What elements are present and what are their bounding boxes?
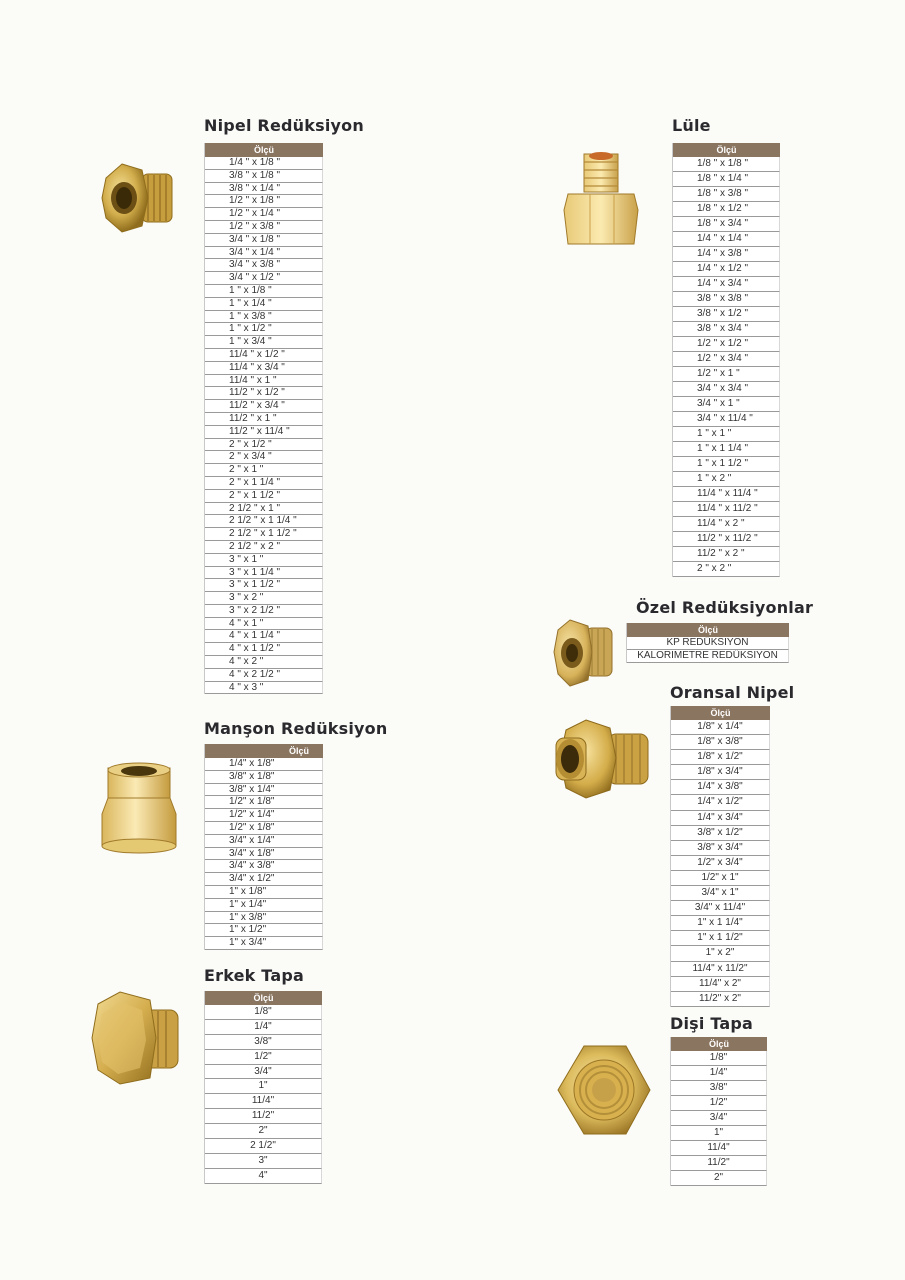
table-row: 3/8" xyxy=(205,1035,322,1050)
erkek-tapa-fitting-image xyxy=(90,990,186,1086)
table-row: 11/2 " x 1 " xyxy=(205,413,323,426)
table-row: 3/4" x 1" xyxy=(671,886,770,901)
table-row: 1/4" x 1/8" xyxy=(205,758,323,771)
manson-reduksiyon-title: Manşon Redüksiyon xyxy=(204,719,388,738)
table-row: 1" x 3/8" xyxy=(205,912,323,925)
table-header: Ölçü xyxy=(671,706,770,720)
table-row: 1/4 " x 3/8 " xyxy=(673,247,780,262)
table-row: 1/8 " x 1/4 " xyxy=(673,172,780,187)
table-row: 1/2" x 3/4" xyxy=(671,856,770,871)
table-row: 11/4 " x 1 " xyxy=(205,375,323,388)
table-row: 1/2 " x 1/4 " xyxy=(205,208,323,221)
table-header: Ölçü xyxy=(671,1037,767,1051)
table-row: 3/8" x 1/2" xyxy=(671,826,770,841)
table-row: 1/8" xyxy=(205,1005,322,1020)
table-row: 3/8" x 1/8" xyxy=(205,771,323,784)
table-row: 11/2" x 2" xyxy=(671,992,770,1007)
table-row: 4" xyxy=(205,1169,322,1184)
table-row: 1/2" xyxy=(205,1050,322,1065)
table-row: 3/4 " x 1/4 " xyxy=(205,247,323,260)
disi-tapa-title: Dişi Tapa xyxy=(670,1014,754,1033)
table-row: 1/2" x 1/4" xyxy=(205,809,323,822)
table-row: 3/8" xyxy=(671,1081,767,1096)
table-row: 1/8 " x 1/8 " xyxy=(673,157,780,172)
table-row: 1/4 " x 1/4 " xyxy=(673,232,780,247)
lule-fitting-image xyxy=(560,150,640,250)
table-row: 3/4" x 1/8" xyxy=(205,848,323,861)
table-row: 1/4" xyxy=(671,1066,767,1081)
table-row: 3/4" x 3/8" xyxy=(205,860,323,873)
table-row: 1 " x 3/4 " xyxy=(205,336,323,349)
table-row: 2 " x 2 " xyxy=(673,562,780,577)
table-header: Ölçü xyxy=(205,991,322,1005)
table-row: 2 " x 1 1/4 " xyxy=(205,477,323,490)
table-row: 11/2" xyxy=(671,1156,767,1171)
table-row: 3/8" x 3/4" xyxy=(671,841,770,856)
table-row: 3 " x 1 1/2 " xyxy=(205,579,323,592)
table-row: 1 " x 1 1/4 " xyxy=(673,442,780,457)
table-row: 3/4" xyxy=(205,1065,322,1080)
oransal-nipel-title: Oransal Nipel xyxy=(670,683,795,702)
table-row: 1/2 " x 1/2 " xyxy=(673,337,780,352)
table-row: 11/4" x 2" xyxy=(671,977,770,992)
oransal-nipel-table xyxy=(670,706,770,1007)
table-row: KALORİMETRE REDÜKSİYON xyxy=(627,650,789,663)
table-row: 1/8 " x 1/2 " xyxy=(673,202,780,217)
table-row: 11/2 " x 11/2 " xyxy=(673,532,780,547)
table-row: 2 " x 1/2 " xyxy=(205,439,323,452)
table-row: 1/8 " x 3/4 " xyxy=(673,217,780,232)
table-row: 11/4" x 11/2" xyxy=(671,962,770,977)
table-row: 1/4 " x 3/4 " xyxy=(673,277,780,292)
table-row: 2 1/2 " x 1 1/4 " xyxy=(205,515,323,528)
erkek-tapa-table xyxy=(204,991,322,1184)
table-row: 3 " x 2 1/2 " xyxy=(205,605,323,618)
table-row: 3/4 " x 1 " xyxy=(673,397,780,412)
table-row: 11/4 " x 11/2 " xyxy=(673,502,780,517)
table-row: 1/4" xyxy=(205,1020,322,1035)
table-row: 1 " x 1 1/2 " xyxy=(673,457,780,472)
table-row: 1/4 " x 1/8 " xyxy=(205,157,323,170)
table-row: 3/8" x 1/4" xyxy=(205,784,323,797)
table-row: 1/2" xyxy=(671,1096,767,1111)
table-row: 1" x 3/4" xyxy=(205,937,323,950)
table-row: 1 " x 1/2 " xyxy=(205,323,323,336)
table-row: 1 " x 1 " xyxy=(673,427,780,442)
table-row: 2" xyxy=(671,1171,767,1186)
table-row: 2 1/2 " x 2 " xyxy=(205,541,323,554)
table-row: 2 1/2 " x 1 1/2 " xyxy=(205,528,323,541)
table-header: Ölçü xyxy=(673,143,780,157)
table-row: 1 " x 3/8 " xyxy=(205,311,323,324)
table-row: 1" x 1 1/2" xyxy=(671,931,770,946)
table-row: 2 " x 1 1/2 " xyxy=(205,490,323,503)
manson-reduksiyon-fitting-image xyxy=(98,762,180,854)
table-row: 1" x 1 1/4" xyxy=(671,916,770,931)
table-row: 11/4" xyxy=(671,1141,767,1156)
table-row: 11/4" xyxy=(205,1094,322,1109)
table-row: 1" xyxy=(671,1126,767,1141)
table-row: 3/4" x 11/4" xyxy=(671,901,770,916)
table-row: 1" x 1/2" xyxy=(205,924,323,937)
table-row: 3/4 " x 3/4 " xyxy=(673,382,780,397)
table-row: 1" x 1/4" xyxy=(205,899,323,912)
table-row: 2 " x 1 " xyxy=(205,464,323,477)
table-row: 1/4 " x 1/2 " xyxy=(673,262,780,277)
table-row: 1/2 " x 3/4 " xyxy=(673,352,780,367)
table-row: 4 " x 2 1/2 " xyxy=(205,669,323,682)
table-row: 3/4" xyxy=(671,1111,767,1126)
table-header: Ölçü xyxy=(205,744,323,758)
nipel-reduksiyon-fitting-image xyxy=(98,160,178,240)
table-row: 1/2" x 1/8" xyxy=(205,822,323,835)
manson-reduksiyon-table xyxy=(204,744,323,950)
table-row: KP REDÜKSİYON xyxy=(627,637,789,650)
table-row: 3/4 " x 11/4 " xyxy=(673,412,780,427)
lule-table xyxy=(672,143,780,577)
table-row: 1/2" x 1/8" xyxy=(205,796,323,809)
table-row: 3/4" x 1/4" xyxy=(205,835,323,848)
table-row: 11/4 " x 11/4 " xyxy=(673,487,780,502)
table-row: 1 " x 2 " xyxy=(673,472,780,487)
table-row: 1/8" x 1/2" xyxy=(671,750,770,765)
table-row: 11/2 " x 1/2 " xyxy=(205,387,323,400)
table-row: 1/8 " x 3/8 " xyxy=(673,187,780,202)
table-row: 2 " x 3/4 " xyxy=(205,451,323,464)
table-row: 4 " x 2 " xyxy=(205,656,323,669)
table-row: 1 " x 1/8 " xyxy=(205,285,323,298)
table-row: 1 " x 1/4 " xyxy=(205,298,323,311)
table-header: Ölçü xyxy=(205,143,323,157)
table-row: 1/8" x 3/4" xyxy=(671,765,770,780)
table-row: 1" x 1/8" xyxy=(205,886,323,899)
table-row: 3/4 " x 3/8 " xyxy=(205,259,323,272)
table-row: 1" x 2" xyxy=(671,946,770,961)
table-row: 3/8 " x 1/2 " xyxy=(673,307,780,322)
table-row: 3/8 " x 3/4 " xyxy=(673,322,780,337)
table-row: 4 " x 1 1/4 " xyxy=(205,630,323,643)
ozel-reduksiyonlar-title: Özel Redüksiyonlar xyxy=(636,598,814,617)
ozel-reduksiyonlar-table xyxy=(626,623,789,663)
table-row: 1/4" x 1/2" xyxy=(671,795,770,810)
lule-title: Lüle xyxy=(672,116,711,135)
table-row: 1/4" x 3/8" xyxy=(671,780,770,795)
table-row: 11/2 " x 2 " xyxy=(673,547,780,562)
table-row: 2 1/2" xyxy=(205,1139,322,1154)
ozel-reduksiyon-fitting-image xyxy=(552,618,616,690)
table-row: 1/2" x 1" xyxy=(671,871,770,886)
table-row: 1/4" x 3/4" xyxy=(671,811,770,826)
table-row: 1/2 " x 3/8 " xyxy=(205,221,323,234)
table-row: 4 " x 1 1/2 " xyxy=(205,643,323,656)
table-row: 3 " x 1 " xyxy=(205,554,323,567)
table-row: 3 " x 2 " xyxy=(205,592,323,605)
table-row: 1/2 " x 1 " xyxy=(673,367,780,382)
table-row: 1/8" xyxy=(671,1051,767,1066)
nipel-reduksiyon-title: Nipel Redüksiyon xyxy=(204,116,364,135)
table-row: 1/8" x 1/4" xyxy=(671,720,770,735)
table-row: 2" xyxy=(205,1124,322,1139)
table-header: Ölçü xyxy=(627,623,789,637)
table-row: 1/2 " x 1/8 " xyxy=(205,195,323,208)
erkek-tapa-title: Erkek Tapa xyxy=(204,966,304,985)
table-row: 11/4 " x 1/2 " xyxy=(205,349,323,362)
table-row: 3/8 " x 3/8 " xyxy=(673,292,780,307)
disi-tapa-table xyxy=(670,1037,767,1186)
table-row: 3 " x 1 1/4 " xyxy=(205,567,323,580)
table-row: 11/2 " x 3/4 " xyxy=(205,400,323,413)
table-row: 4 " x 3 " xyxy=(205,682,323,695)
table-row: 3/4 " x 1/2 " xyxy=(205,272,323,285)
table-row: 3/8 " x 1/8 " xyxy=(205,170,323,183)
table-row: 11/2" xyxy=(205,1109,322,1124)
table-row: 2 1/2 " x 1 " xyxy=(205,503,323,516)
oransal-nipel-fitting-image xyxy=(552,716,652,800)
table-row: 3/4 " x 1/8 " xyxy=(205,234,323,247)
nipel-reduksiyon-table xyxy=(204,143,323,694)
table-row: 11/2 " x 11/4 " xyxy=(205,426,323,439)
table-row: 1/8" x 3/8" xyxy=(671,735,770,750)
table-row: 3/4" x 1/2" xyxy=(205,873,323,886)
table-row: 1" xyxy=(205,1079,322,1094)
table-row: 11/4 " x 2 " xyxy=(673,517,780,532)
disi-tapa-fitting-image xyxy=(554,1042,654,1138)
table-row: 3/8 " x 1/4 " xyxy=(205,183,323,196)
table-row: 11/4 " x 3/4 " xyxy=(205,362,323,375)
table-row: 3" xyxy=(205,1154,322,1169)
table-row: 4 " x 1 " xyxy=(205,618,323,631)
